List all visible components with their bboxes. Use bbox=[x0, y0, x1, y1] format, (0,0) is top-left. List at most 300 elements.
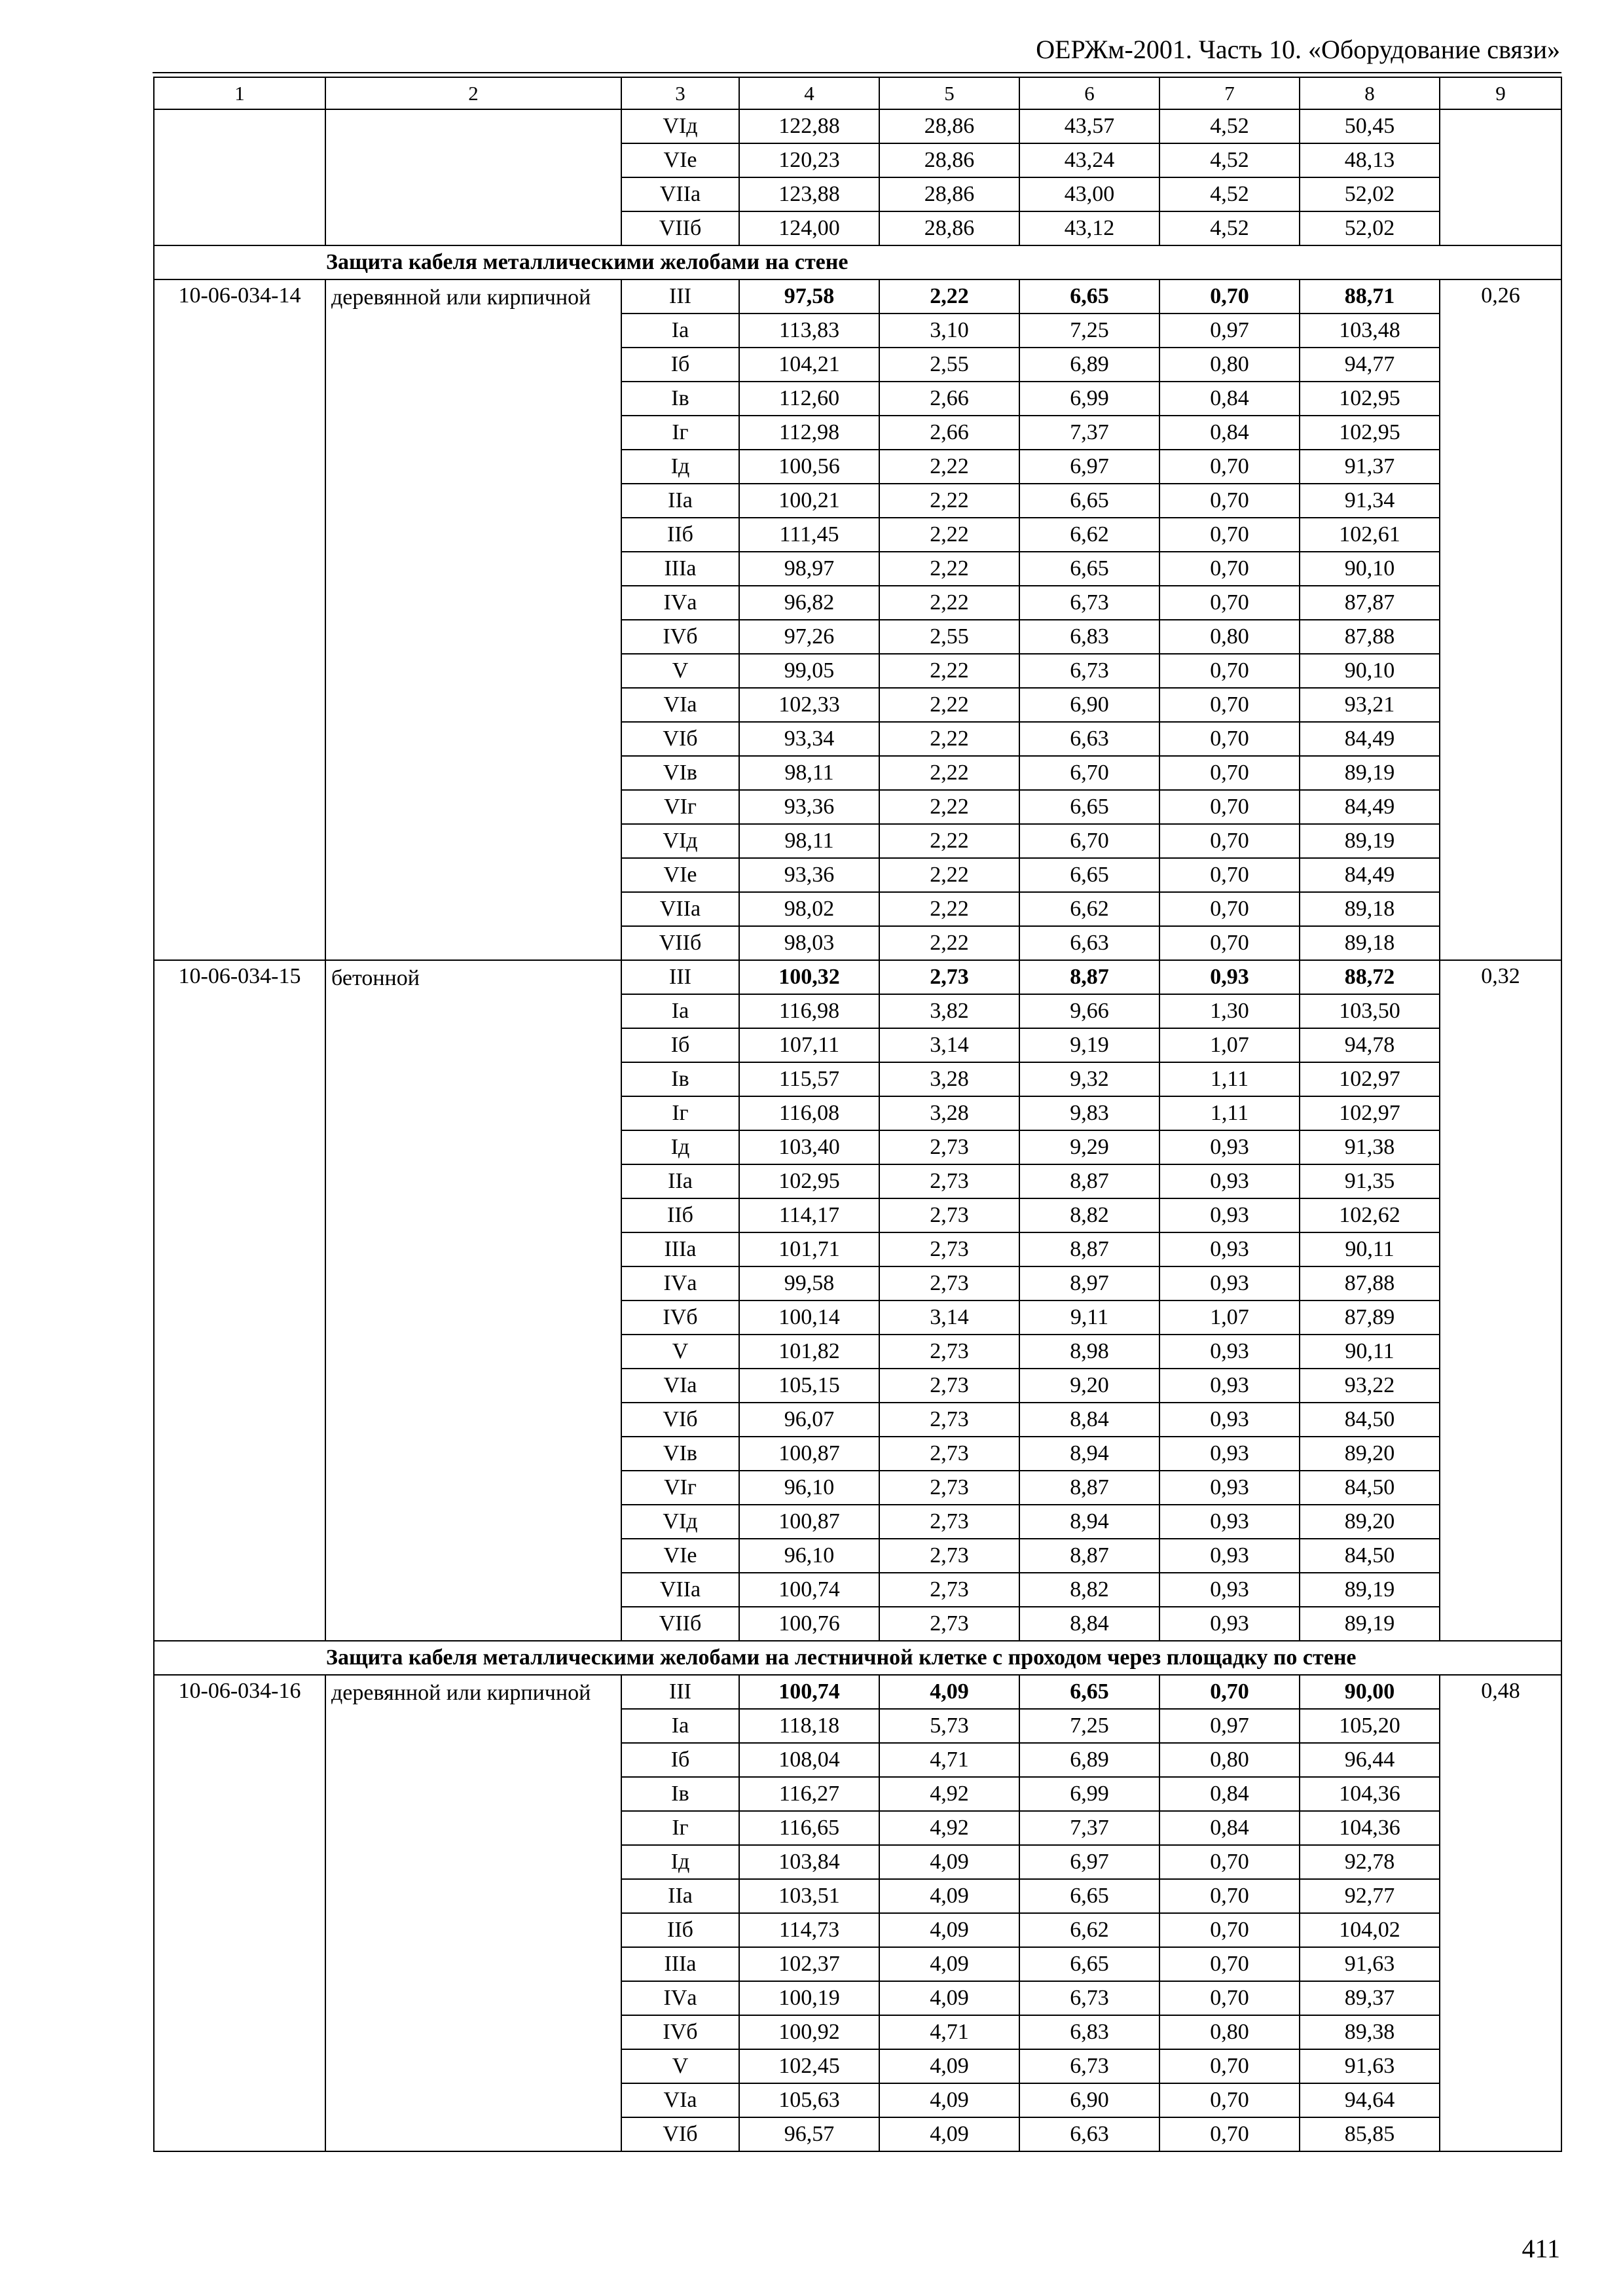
value-cell: 100,87 bbox=[739, 1505, 879, 1539]
value-cell: 4,09 bbox=[879, 2117, 1019, 2151]
col9-value: 0,26 bbox=[1440, 279, 1561, 960]
value-cell: 2,73 bbox=[879, 1573, 1019, 1607]
zone-cell: VIIб bbox=[621, 211, 739, 245]
value-cell: 0,70 bbox=[1159, 450, 1300, 484]
column-number: 7 bbox=[1159, 77, 1300, 109]
value-cell: 6,63 bbox=[1019, 722, 1159, 756]
zone-cell: VIб bbox=[621, 722, 739, 756]
value-cell: 4,09 bbox=[879, 1913, 1019, 1947]
value-cell: 8,82 bbox=[1019, 1573, 1159, 1607]
value-cell: 0,80 bbox=[1159, 348, 1300, 382]
value-cell: 87,87 bbox=[1300, 586, 1440, 620]
value-cell: 7,25 bbox=[1019, 1709, 1159, 1743]
value-cell: 4,09 bbox=[879, 1675, 1019, 1709]
value-cell: 6,65 bbox=[1019, 1879, 1159, 1913]
value-cell: 90,11 bbox=[1300, 1335, 1440, 1369]
value-cell: 2,22 bbox=[879, 518, 1019, 552]
zone-cell: VIд bbox=[621, 109, 739, 143]
value-cell: 0,84 bbox=[1159, 416, 1300, 450]
value-cell: 0,93 bbox=[1159, 1335, 1300, 1369]
value-cell: 98,11 bbox=[739, 824, 879, 858]
value-cell: 2,73 bbox=[879, 1266, 1019, 1300]
zone-cell: VIг bbox=[621, 790, 739, 824]
value-cell: 2,22 bbox=[879, 790, 1019, 824]
value-cell: 123,88 bbox=[739, 177, 879, 211]
value-cell: 6,62 bbox=[1019, 518, 1159, 552]
zone-cell: VIв bbox=[621, 1437, 739, 1471]
value-cell: 8,98 bbox=[1019, 1335, 1159, 1369]
value-cell: 2,73 bbox=[879, 1164, 1019, 1198]
value-cell: 2,73 bbox=[879, 1607, 1019, 1641]
value-cell: 89,38 bbox=[1300, 2015, 1440, 2049]
value-cell: 0,70 bbox=[1159, 1947, 1300, 1981]
value-cell: 6,73 bbox=[1019, 586, 1159, 620]
value-cell: 2,73 bbox=[879, 1505, 1019, 1539]
value-cell: 116,65 bbox=[739, 1811, 879, 1845]
value-cell: 4,71 bbox=[879, 1743, 1019, 1777]
zone-cell: Iв bbox=[621, 382, 739, 416]
value-cell: 99,05 bbox=[739, 654, 879, 688]
value-cell: 103,48 bbox=[1300, 314, 1440, 348]
value-cell: 6,99 bbox=[1019, 1777, 1159, 1811]
value-cell: 6,65 bbox=[1019, 858, 1159, 892]
value-cell: 6,83 bbox=[1019, 620, 1159, 654]
value-cell: 100,74 bbox=[739, 1573, 879, 1607]
value-cell: 91,37 bbox=[1300, 450, 1440, 484]
rate-code: 10-06-034-15 bbox=[154, 960, 325, 1641]
value-cell: 4,52 bbox=[1159, 143, 1300, 177]
value-cell: 87,89 bbox=[1300, 1300, 1440, 1335]
value-cell: 102,95 bbox=[1300, 416, 1440, 450]
value-cell: 50,45 bbox=[1300, 109, 1440, 143]
zone-cell: VIб bbox=[621, 1403, 739, 1437]
value-cell: 89,19 bbox=[1300, 756, 1440, 790]
value-cell: 2,22 bbox=[879, 450, 1019, 484]
value-cell: 2,22 bbox=[879, 552, 1019, 586]
value-cell: 97,26 bbox=[739, 620, 879, 654]
value-cell: 0,70 bbox=[1159, 654, 1300, 688]
page-header-title: ОЕРЖм-2001. Часть 10. «Оборудование связи» bbox=[1036, 35, 1560, 64]
value-cell: 6,65 bbox=[1019, 484, 1159, 518]
value-cell: 9,83 bbox=[1019, 1096, 1159, 1130]
value-cell: 0,70 bbox=[1159, 552, 1300, 586]
value-cell: 102,62 bbox=[1300, 1198, 1440, 1232]
table-row bbox=[154, 109, 1561, 143]
value-cell: 0,80 bbox=[1159, 2015, 1300, 2049]
value-cell: 0,80 bbox=[1159, 1743, 1300, 1777]
value-cell: 2,73 bbox=[879, 1437, 1019, 1471]
value-cell: 96,10 bbox=[739, 1471, 879, 1505]
value-cell: 111,45 bbox=[739, 518, 879, 552]
value-cell: 7,37 bbox=[1019, 1811, 1159, 1845]
value-cell: 114,73 bbox=[739, 1913, 879, 1947]
zone-cell: IIIа bbox=[621, 552, 739, 586]
section-heading-row bbox=[154, 1641, 1561, 1675]
zone-cell: VIIа bbox=[621, 1573, 739, 1607]
value-cell: 98,11 bbox=[739, 756, 879, 790]
value-cell: 4,52 bbox=[1159, 177, 1300, 211]
value-cell: 6,90 bbox=[1019, 2083, 1159, 2117]
value-cell: 84,49 bbox=[1300, 858, 1440, 892]
zone-cell: IVб bbox=[621, 1300, 739, 1335]
value-cell: 89,20 bbox=[1300, 1437, 1440, 1471]
value-cell: 0,97 bbox=[1159, 1709, 1300, 1743]
value-cell: 91,35 bbox=[1300, 1164, 1440, 1198]
value-cell: 90,11 bbox=[1300, 1232, 1440, 1266]
rate-code: 10-06-034-16 bbox=[154, 1675, 325, 2151]
value-cell: 0,70 bbox=[1159, 518, 1300, 552]
value-cell: 6,73 bbox=[1019, 2049, 1159, 2083]
zone-cell: VIIб bbox=[621, 926, 739, 960]
value-cell: 0,93 bbox=[1159, 1471, 1300, 1505]
value-cell: 6,63 bbox=[1019, 2117, 1159, 2151]
value-cell: 100,14 bbox=[739, 1300, 879, 1335]
table-row bbox=[154, 960, 1561, 994]
zone-cell: IIIа bbox=[621, 1232, 739, 1266]
value-cell: 2,73 bbox=[879, 960, 1019, 994]
column-number: 8 bbox=[1300, 77, 1440, 109]
value-cell: 84,50 bbox=[1300, 1539, 1440, 1573]
value-cell: 100,19 bbox=[739, 1981, 879, 2015]
value-cell: 6,73 bbox=[1019, 654, 1159, 688]
value-cell: 6,65 bbox=[1019, 1675, 1159, 1709]
zone-cell: IVа bbox=[621, 1981, 739, 2015]
value-cell: 8,87 bbox=[1019, 1232, 1159, 1266]
value-cell: 0,70 bbox=[1159, 1845, 1300, 1879]
col9-value: 0,48 bbox=[1440, 1675, 1561, 2151]
column-number: 4 bbox=[739, 77, 879, 109]
col9-value: 0,32 bbox=[1440, 960, 1561, 1641]
zone-cell: Iд bbox=[621, 1845, 739, 1879]
value-cell: 0,70 bbox=[1159, 2117, 1300, 2151]
value-cell: 105,63 bbox=[739, 2083, 879, 2117]
zone-cell: III bbox=[621, 1675, 739, 1709]
section-heading: Защита кабеля металлическими желобами на стене bbox=[154, 245, 1561, 279]
zone-cell: VIв bbox=[621, 756, 739, 790]
value-cell: 120,23 bbox=[739, 143, 879, 177]
zone-cell: Iб bbox=[621, 1028, 739, 1062]
zone-cell: VIг bbox=[621, 1471, 739, 1505]
value-cell: 102,61 bbox=[1300, 518, 1440, 552]
value-cell: 8,82 bbox=[1019, 1198, 1159, 1232]
zone-cell: VIд bbox=[621, 824, 739, 858]
zone-cell: VIе bbox=[621, 1539, 739, 1573]
value-cell: 91,38 bbox=[1300, 1130, 1440, 1164]
zone-cell: VIд bbox=[621, 1505, 739, 1539]
value-cell: 43,57 bbox=[1019, 109, 1159, 143]
value-cell: 90,00 bbox=[1300, 1675, 1440, 1709]
value-cell: 93,21 bbox=[1300, 688, 1440, 722]
value-cell: 8,87 bbox=[1019, 960, 1159, 994]
value-cell: 2,22 bbox=[879, 858, 1019, 892]
value-cell: 8,87 bbox=[1019, 1539, 1159, 1573]
value-cell: 9,19 bbox=[1019, 1028, 1159, 1062]
value-cell: 2,73 bbox=[879, 1471, 1019, 1505]
value-cell: 113,83 bbox=[739, 314, 879, 348]
zone-cell: IVа bbox=[621, 586, 739, 620]
value-cell: 2,73 bbox=[879, 1198, 1019, 1232]
value-cell: 4,92 bbox=[879, 1811, 1019, 1845]
value-cell: 92,77 bbox=[1300, 1879, 1440, 1913]
zone-cell: V bbox=[621, 2049, 739, 2083]
value-cell: 0,70 bbox=[1159, 586, 1300, 620]
value-cell: 0,93 bbox=[1159, 1198, 1300, 1232]
value-cell: 103,51 bbox=[739, 1879, 879, 1913]
value-cell: 4,09 bbox=[879, 1947, 1019, 1981]
zone-cell: VIа bbox=[621, 2083, 739, 2117]
value-cell: 9,29 bbox=[1019, 1130, 1159, 1164]
value-cell: 0,70 bbox=[1159, 756, 1300, 790]
header-rule bbox=[153, 72, 1561, 73]
value-cell: 100,74 bbox=[739, 1675, 879, 1709]
value-cell: 89,19 bbox=[1300, 1573, 1440, 1607]
value-cell: 2,73 bbox=[879, 1130, 1019, 1164]
value-cell: 48,13 bbox=[1300, 143, 1440, 177]
value-cell: 9,11 bbox=[1019, 1300, 1159, 1335]
zone-cell: III bbox=[621, 960, 739, 994]
value-cell: 6,62 bbox=[1019, 1913, 1159, 1947]
zone-cell: V bbox=[621, 1335, 739, 1369]
rate-name: бетонной bbox=[325, 960, 621, 1641]
zone-cell: Iб bbox=[621, 348, 739, 382]
value-cell: 6,89 bbox=[1019, 1743, 1159, 1777]
column-number: 1 bbox=[154, 77, 325, 109]
value-cell: 89,20 bbox=[1300, 1505, 1440, 1539]
rate-code: 10-06-034-14 bbox=[154, 279, 325, 960]
column-number: 3 bbox=[621, 77, 739, 109]
value-cell: 115,57 bbox=[739, 1062, 879, 1096]
rate-code bbox=[154, 109, 325, 245]
value-cell: 0,93 bbox=[1159, 1539, 1300, 1573]
value-cell: 89,18 bbox=[1300, 892, 1440, 926]
value-cell: 0,93 bbox=[1159, 1369, 1300, 1403]
value-cell: 94,64 bbox=[1300, 2083, 1440, 2117]
value-cell: 0,70 bbox=[1159, 858, 1300, 892]
value-cell: 28,86 bbox=[879, 211, 1019, 245]
table-body bbox=[154, 77, 1561, 2151]
value-cell: 6,90 bbox=[1019, 688, 1159, 722]
value-cell: 0,70 bbox=[1159, 722, 1300, 756]
rates-table bbox=[153, 77, 1562, 2152]
zone-cell: Iа bbox=[621, 314, 739, 348]
zone-cell: Iа bbox=[621, 994, 739, 1028]
value-cell: 5,73 bbox=[879, 1709, 1019, 1743]
value-cell: 6,89 bbox=[1019, 348, 1159, 382]
rate-name: деревянной или кирпичной bbox=[325, 279, 621, 960]
value-cell: 103,50 bbox=[1300, 994, 1440, 1028]
value-cell: 4,92 bbox=[879, 1777, 1019, 1811]
value-cell: 96,10 bbox=[739, 1539, 879, 1573]
value-cell: 43,12 bbox=[1019, 211, 1159, 245]
column-number: 9 bbox=[1440, 77, 1561, 109]
zone-cell: IIб bbox=[621, 1913, 739, 1947]
column-number: 6 bbox=[1019, 77, 1159, 109]
value-cell: 96,57 bbox=[739, 2117, 879, 2151]
value-cell: 7,25 bbox=[1019, 314, 1159, 348]
value-cell: 0,93 bbox=[1159, 1437, 1300, 1471]
zone-cell: Iд bbox=[621, 1130, 739, 1164]
value-cell: 52,02 bbox=[1300, 177, 1440, 211]
value-cell: 93,34 bbox=[739, 722, 879, 756]
value-cell: 102,95 bbox=[739, 1164, 879, 1198]
value-cell: 102,97 bbox=[1300, 1062, 1440, 1096]
value-cell: 43,00 bbox=[1019, 177, 1159, 211]
value-cell: 2,55 bbox=[879, 620, 1019, 654]
value-cell: 3,10 bbox=[879, 314, 1019, 348]
value-cell: 101,71 bbox=[739, 1232, 879, 1266]
value-cell: 116,98 bbox=[739, 994, 879, 1028]
value-cell: 100,56 bbox=[739, 450, 879, 484]
value-cell: 1,11 bbox=[1159, 1062, 1300, 1096]
value-cell: 0,70 bbox=[1159, 1913, 1300, 1947]
value-cell: 103,84 bbox=[739, 1845, 879, 1879]
value-cell: 0,84 bbox=[1159, 1811, 1300, 1845]
zone-cell: Iг bbox=[621, 416, 739, 450]
zone-cell: Iв bbox=[621, 1062, 739, 1096]
value-cell: 2,22 bbox=[879, 688, 1019, 722]
page-number: 411 bbox=[1522, 2234, 1560, 2263]
table-row bbox=[154, 279, 1561, 314]
col9-value bbox=[1440, 109, 1561, 245]
zone-cell: IIIа bbox=[621, 1947, 739, 1981]
value-cell: 6,62 bbox=[1019, 892, 1159, 926]
value-cell: 94,78 bbox=[1300, 1028, 1440, 1062]
value-cell: 102,33 bbox=[739, 688, 879, 722]
value-cell: 2,55 bbox=[879, 348, 1019, 382]
value-cell: 6,70 bbox=[1019, 756, 1159, 790]
value-cell: 2,22 bbox=[879, 279, 1019, 314]
zone-cell: IIа bbox=[621, 1879, 739, 1913]
value-cell: 2,73 bbox=[879, 1335, 1019, 1369]
value-cell: 3,14 bbox=[879, 1028, 1019, 1062]
table-row bbox=[154, 1675, 1561, 1709]
value-cell: 28,86 bbox=[879, 109, 1019, 143]
value-cell: 4,09 bbox=[879, 2083, 1019, 2117]
value-cell: 6,70 bbox=[1019, 824, 1159, 858]
value-cell: 3,82 bbox=[879, 994, 1019, 1028]
value-cell: 118,18 bbox=[739, 1709, 879, 1743]
value-cell: 98,03 bbox=[739, 926, 879, 960]
value-cell: 0,93 bbox=[1159, 1573, 1300, 1607]
value-cell: 0,97 bbox=[1159, 314, 1300, 348]
zone-cell: Iг bbox=[621, 1811, 739, 1845]
value-cell: 8,97 bbox=[1019, 1266, 1159, 1300]
value-cell: 4,09 bbox=[879, 1845, 1019, 1879]
value-cell: 84,49 bbox=[1300, 790, 1440, 824]
zone-cell: IIа bbox=[621, 1164, 739, 1198]
value-cell: 0,70 bbox=[1159, 2049, 1300, 2083]
value-cell: 52,02 bbox=[1300, 211, 1440, 245]
value-cell: 4,09 bbox=[879, 1981, 1019, 2015]
value-cell: 0,93 bbox=[1159, 1403, 1300, 1437]
value-cell: 3,28 bbox=[879, 1062, 1019, 1096]
value-cell: 104,21 bbox=[739, 348, 879, 382]
section-heading-row bbox=[154, 245, 1561, 279]
value-cell: 9,32 bbox=[1019, 1062, 1159, 1096]
value-cell: 93,22 bbox=[1300, 1369, 1440, 1403]
zone-cell: Iа bbox=[621, 1709, 739, 1743]
value-cell: 0,84 bbox=[1159, 382, 1300, 416]
value-cell: 2,66 bbox=[879, 382, 1019, 416]
value-cell: 28,86 bbox=[879, 143, 1019, 177]
value-cell: 0,70 bbox=[1159, 484, 1300, 518]
value-cell: 1,30 bbox=[1159, 994, 1300, 1028]
value-cell: 102,95 bbox=[1300, 382, 1440, 416]
column-number: 5 bbox=[879, 77, 1019, 109]
value-cell: 112,98 bbox=[739, 416, 879, 450]
value-cell: 84,50 bbox=[1300, 1471, 1440, 1505]
value-cell: 0,93 bbox=[1159, 1130, 1300, 1164]
value-cell: 0,80 bbox=[1159, 620, 1300, 654]
value-cell: 100,76 bbox=[739, 1607, 879, 1641]
value-cell: 84,50 bbox=[1300, 1403, 1440, 1437]
value-cell: 0,70 bbox=[1159, 926, 1300, 960]
zone-cell: Iд bbox=[621, 450, 739, 484]
value-cell: 2,22 bbox=[879, 892, 1019, 926]
value-cell: 108,04 bbox=[739, 1743, 879, 1777]
value-cell: 0,70 bbox=[1159, 824, 1300, 858]
value-cell: 0,93 bbox=[1159, 1505, 1300, 1539]
value-cell: 0,93 bbox=[1159, 1232, 1300, 1266]
value-cell: 4,52 bbox=[1159, 109, 1300, 143]
value-cell: 6,65 bbox=[1019, 1947, 1159, 1981]
value-cell: 7,37 bbox=[1019, 416, 1159, 450]
value-cell: 6,99 bbox=[1019, 382, 1159, 416]
value-cell: 2,22 bbox=[879, 756, 1019, 790]
value-cell: 114,17 bbox=[739, 1198, 879, 1232]
value-cell: 96,82 bbox=[739, 586, 879, 620]
value-cell: 107,11 bbox=[739, 1028, 879, 1062]
value-cell: 91,34 bbox=[1300, 484, 1440, 518]
value-cell: 6,63 bbox=[1019, 926, 1159, 960]
value-cell: 101,82 bbox=[739, 1335, 879, 1369]
value-cell: 0,93 bbox=[1159, 960, 1300, 994]
value-cell: 91,63 bbox=[1300, 1947, 1440, 1981]
value-cell: 96,44 bbox=[1300, 1743, 1440, 1777]
value-cell: 6,65 bbox=[1019, 790, 1159, 824]
zone-cell: VIб bbox=[621, 2117, 739, 2151]
value-cell: 6,83 bbox=[1019, 2015, 1159, 2049]
zone-cell: IVб bbox=[621, 620, 739, 654]
zone-cell: Iг bbox=[621, 1096, 739, 1130]
value-cell: 0,70 bbox=[1159, 892, 1300, 926]
value-cell: 0,70 bbox=[1159, 1879, 1300, 1913]
zone-cell: IIб bbox=[621, 1198, 739, 1232]
zone-cell: IVа bbox=[621, 1266, 739, 1300]
zone-cell: VIа bbox=[621, 1369, 739, 1403]
value-cell: 0,93 bbox=[1159, 1607, 1300, 1641]
value-cell: 102,45 bbox=[739, 2049, 879, 2083]
value-cell: 0,84 bbox=[1159, 1777, 1300, 1811]
zone-cell: III bbox=[621, 279, 739, 314]
value-cell: 0,70 bbox=[1159, 1981, 1300, 2015]
value-cell: 1,11 bbox=[1159, 1096, 1300, 1130]
value-cell: 3,28 bbox=[879, 1096, 1019, 1130]
value-cell: 2,73 bbox=[879, 1232, 1019, 1266]
value-cell: 88,72 bbox=[1300, 960, 1440, 994]
value-cell: 85,85 bbox=[1300, 2117, 1440, 2151]
value-cell: 105,20 bbox=[1300, 1709, 1440, 1743]
value-cell: 112,60 bbox=[739, 382, 879, 416]
value-cell: 6,97 bbox=[1019, 450, 1159, 484]
value-cell: 100,87 bbox=[739, 1437, 879, 1471]
value-cell: 102,97 bbox=[1300, 1096, 1440, 1130]
value-cell: 89,18 bbox=[1300, 926, 1440, 960]
zone-cell: VIIа bbox=[621, 177, 739, 211]
value-cell: 89,37 bbox=[1300, 1981, 1440, 2015]
zone-cell: VIе bbox=[621, 143, 739, 177]
value-cell: 89,19 bbox=[1300, 824, 1440, 858]
